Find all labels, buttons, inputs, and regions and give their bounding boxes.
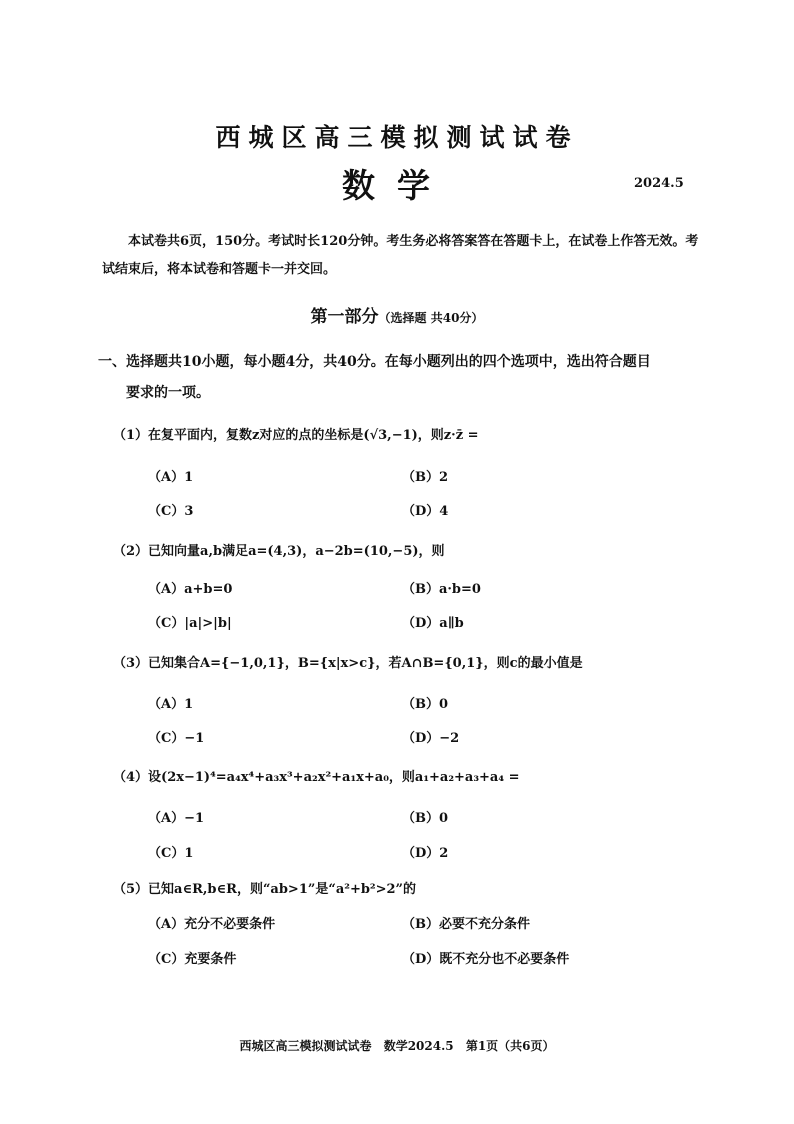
part-title: 第一部分	[310, 307, 379, 327]
question-1-option-d: （D）4	[402, 504, 449, 519]
question-1-option-c: （C）3	[148, 504, 194, 519]
section-line-1: 一、选择题共10小题，每小题4分，共40分。在每小题列出的四个选项中，选出符合题目	[98, 354, 651, 370]
footer-subject-date: 数学2024.5	[383, 1039, 454, 1053]
section-instructions	[98, 347, 698, 409]
question-1-option-a: （A）1	[148, 470, 194, 485]
question-5-option-c: （C）充要条件	[148, 952, 237, 967]
question-5-option-b: （B）必要不充分条件	[402, 917, 530, 932]
question-3-option-d: （D）−2	[402, 731, 460, 746]
footer-exam-name: 西城区高三模拟测试试卷	[239, 1039, 372, 1053]
question-3-stem: （3）已知集合A={−1,0,1}，B={x|x>c}，若A∩B={0,1}，则c的最小值是	[113, 656, 583, 671]
question-5-stem: （5）已知a∈R,b∈R，则“ab>1”是“a²+b²>2”的	[113, 882, 417, 897]
part-subtitle: （选择题 共40分）	[378, 311, 484, 325]
question-3-option-b: （B）0	[402, 697, 449, 712]
question-2-option-b: （B）a·b=0	[402, 582, 481, 597]
question-1-stem: （1）在复平面内，复数z对应的点的坐标是(√3,−1)，则z·z̄ =	[113, 428, 479, 443]
question-3-option-c: （C）−1	[148, 731, 205, 746]
question-4-option-a: （A）−1	[148, 811, 205, 826]
exam-date: 2024.5	[634, 176, 684, 191]
page-footer	[0, 1037, 794, 1054]
question-5-option-d: （D）既不充分也不必要条件	[402, 952, 570, 967]
question-4-option-b: （B）0	[402, 811, 449, 826]
question-5-option-a: （A）充分不必要条件	[148, 917, 276, 932]
question-4-stem: （4）设(2x−1)⁴=a₄x⁴+a₃x³+a₂x²+a₁x+a₀，则a₁+a₂+a₃+a₄ =	[113, 770, 520, 785]
question-2-option-a: （A）a+b=0	[148, 582, 233, 597]
exam-instructions: 本试卷共6页，150分。考试时长120分钟。考生务必将答案答在答题卡上，在试卷上作答无效。考试结束后，将本试卷和答题卡一并交回。	[102, 234, 699, 277]
section-line-2: 要求的一项。	[126, 385, 210, 401]
question-2-option-d: （D）a∥b	[402, 616, 464, 631]
part-heading	[0, 302, 794, 327]
question-4-option-c: （C）1	[148, 846, 194, 861]
question-3-option-a: （A）1	[148, 697, 194, 712]
footer-page-number: 第1页（共6页）	[465, 1039, 555, 1053]
question-2-stem: （2）已知向量a,b满足a=(4,3)，a−2b=(10,−5)，则	[113, 544, 445, 559]
subject-title: 数学	[342, 166, 452, 205]
question-4-option-d: （D）2	[402, 846, 449, 861]
question-2-option-c: （C）|a|>|b|	[148, 616, 232, 631]
exam-title: 西城区高三模拟测试试卷	[215, 123, 579, 152]
question-1-option-b: （B）2	[402, 470, 449, 485]
